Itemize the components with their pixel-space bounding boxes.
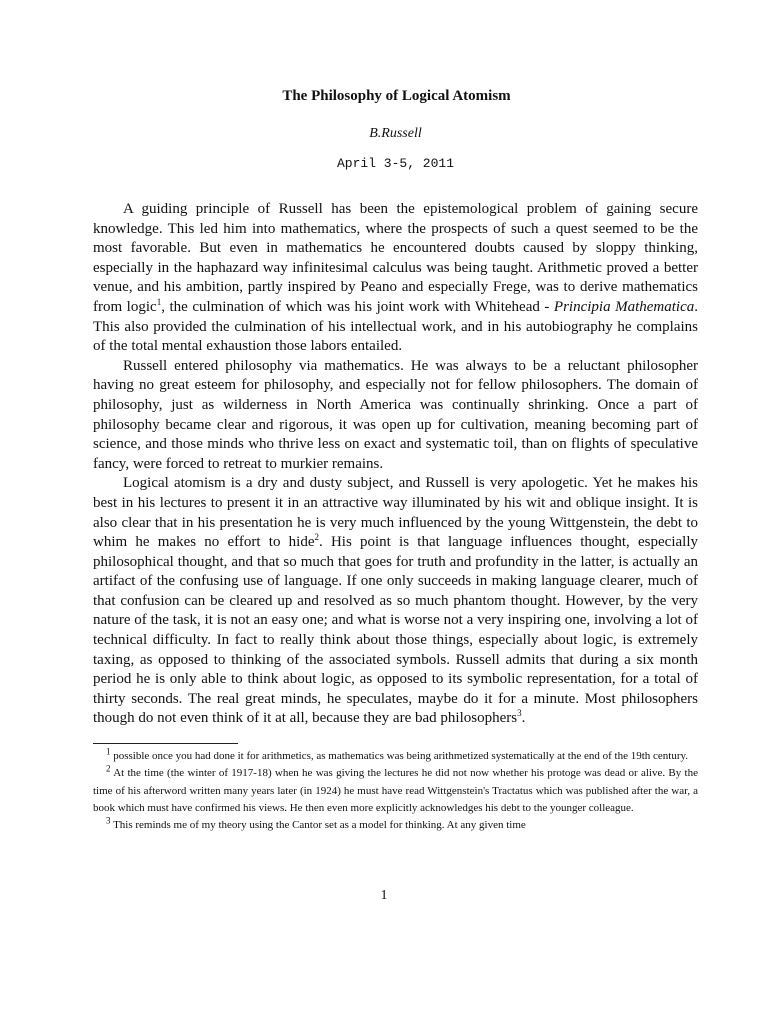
footnote-ref-1: 1	[156, 296, 162, 307]
paragraph-text: , the culmination of which was his joint work with Whitehead -	[161, 298, 554, 315]
page-number: 1	[380, 888, 388, 903]
paragraph-3	[93, 474, 698, 729]
footnote-marker: 3	[106, 815, 111, 826]
page-content	[93, 86, 698, 835]
book-title-principia: Principia Mathematica	[553, 298, 695, 315]
footnote-separator	[93, 743, 238, 744]
footnote-2	[93, 765, 698, 817]
footnote-text: At the time (the winter of 1917-18) when he was giving the lectures he did not now whether his protoge was dead or alive. By the time of his afterword written many years later (in 1924) he must have read Wittgenstein's Tractatus which was published after the war, a book which must have confirmed his views. He then even more explicitly acknowledges his debt to the younger colleague.	[93, 767, 698, 814]
paragraph-1	[93, 200, 698, 357]
footnote-ref-3: 3	[517, 708, 522, 719]
paragraph-text: . This also provided the culmination of his intellectual work, and in his autobiography he complains of the total mental exhaustion those labors entailed.	[93, 298, 699, 355]
footnote-text: possible once you had done it for arithmetics, as mathematics was being arithmetized systematically at the end of the 19th century.	[113, 750, 689, 763]
footnote-1	[93, 748, 698, 765]
footnotes	[93, 748, 698, 834]
footnote-marker: 1	[106, 746, 111, 757]
paragraph-text: Russell entered philosophy via mathematics. He was always to be a reluctant philosopher having no great esteem for philosophy, and especially not for fellow philosophers. The domain of philosophy, just as wilderness in North America was continually shrinking. Once a part of philosophy became clear and rigorous, it was open up for cultivation, meaning becoming part of science, and those minds who thrive less on exact and systematic toil, than on flights of speculative fancy, were forced to retreat to murkier remains.	[93, 357, 698, 472]
document-date: April 3-5, 2011	[336, 156, 455, 171]
footnote-3	[93, 817, 698, 834]
footnote-marker: 2	[106, 763, 111, 774]
footnote-ref-2: 2	[314, 532, 319, 543]
footnote-text: This reminds me of my theory using the Cantor set as a model for thinking. At any given time	[113, 819, 526, 832]
document-author: B.Russell	[369, 126, 422, 141]
paragraph-text: .	[521, 710, 526, 727]
body-text	[93, 200, 698, 729]
document-title: The Philosophy of Logical Atomism	[282, 88, 511, 104]
paragraph-text: Logical atomism is a dry and dusty subject, and Russell is very apologetic. Yet he makes his best in his lectures to present it in an attractive way illuminated by his wit and oblique insight. It is also clear that in his presentation he is very much influenced by the young Wittgenstein, the debt to whim he makes no effort to hide	[93, 475, 698, 551]
paragraph-2	[93, 357, 698, 475]
paragraph-text: A guiding principle of Russell has been the epistemological problem of gaining secure knowledge. This led him into mathematics, where the prospects of such a quest seemed to be the most favorable. But even in mathematics he encountered doubts caused by sloppy thinking, especially in the haphazard way infinitesimal calculus was being taught. Arithmetic proved a better venue, and his ambition, partly inspired by Peano and especially Frege, was to derive mathematics from logic	[93, 201, 698, 315]
paragraph-text: . His point is that language influences thought, especially philosophical thought, and that so much that goes for truth and profundity in the latter, is actually an artifact of the confusing use of language. If one only succeeds in making language clearer, much of that confusion can be cleared up and resolved as so much phantom thought. However, by the very nature of the task, it is not an easy one; and what is worse not a very inspiring one, involving a lot of technical difficulty. In fact to really think about those things, especially about logic, is extremely taxing, as opposed to thinking of the associated symbols. Russell admits that during a six month period he is only able to think about logic, as opposed to its symbolic representation, for a total of thirty seconds. The real great minds, he speculates, maybe do it for a minute. Most philosophers though do not even think of it at all, because they are bad philosophers	[93, 534, 698, 727]
